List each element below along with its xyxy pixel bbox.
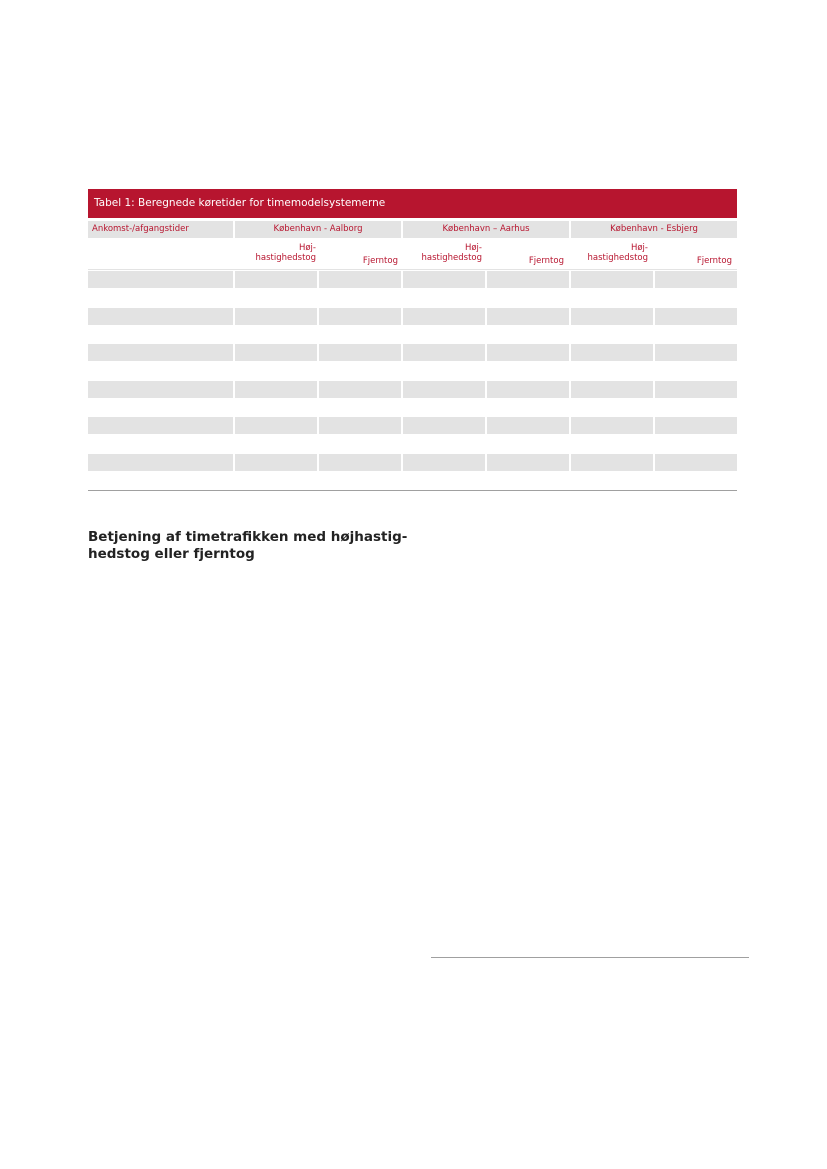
table-cell <box>319 271 401 288</box>
table-cell <box>655 308 737 325</box>
table-cell <box>487 271 569 288</box>
table-cell <box>487 417 569 434</box>
header-route-aalborg: København - Aalborg <box>235 221 401 238</box>
table-cell <box>88 308 233 325</box>
table-cell <box>88 454 233 471</box>
header-route-aarhus: København – Aarhus <box>403 221 569 238</box>
table-cell <box>487 381 569 398</box>
table-cell <box>655 417 737 434</box>
table-cell <box>571 344 653 361</box>
table-cell <box>319 308 401 325</box>
table-cell <box>235 308 317 325</box>
subheader-rule <box>88 269 737 270</box>
table-cell <box>655 454 737 471</box>
table-title: Tabel 1: Beregnede køretider for timemodelsystemerne <box>94 197 386 209</box>
table-header-row <box>88 221 737 238</box>
table-row <box>88 417 737 434</box>
table-cell <box>235 381 317 398</box>
table-row <box>88 271 737 288</box>
table-cell <box>88 417 233 434</box>
header-arrival-departure: Ankomst-/afgangstider <box>88 221 233 238</box>
subheader-aarhus-fjerntog <box>484 256 564 266</box>
table-cell <box>235 417 317 434</box>
subheader-label: Fjerntog <box>696 256 732 266</box>
table-row <box>88 308 737 325</box>
footnote-rule <box>431 957 749 958</box>
table-cell <box>235 271 317 288</box>
subheader-label: Høj- hastighedstog <box>421 243 482 263</box>
table-cell <box>655 344 737 361</box>
table-bottom-rule <box>88 490 737 491</box>
table-cell <box>571 454 653 471</box>
subheader-esbjerg-fjerntog <box>650 256 732 266</box>
table-cell <box>571 417 653 434</box>
subheader-label: Fjerntog <box>528 256 564 266</box>
table-cell <box>487 454 569 471</box>
table-cell <box>88 381 233 398</box>
table-cell <box>403 344 485 361</box>
table-cell <box>403 381 485 398</box>
table-cell <box>403 417 485 434</box>
subheader-esbjerg-hst <box>568 243 648 263</box>
table-row <box>88 344 737 361</box>
table-cell <box>319 454 401 471</box>
table-row <box>88 454 737 471</box>
table-cell <box>235 344 317 361</box>
table-cell <box>319 381 401 398</box>
table-row <box>88 381 737 398</box>
table-cell <box>655 271 737 288</box>
table-cell <box>319 417 401 434</box>
header-route-esbjerg: København - Esbjerg <box>571 221 737 238</box>
table-cell <box>88 344 233 361</box>
subheader-aarhus-hst <box>402 243 482 263</box>
table-cell <box>403 454 485 471</box>
subheader-aalborg-fjerntog <box>318 256 398 266</box>
subheader-label: Høj- hastighedstog <box>255 243 316 263</box>
table-cell <box>655 381 737 398</box>
table-title-bar <box>88 189 737 218</box>
table-cell <box>403 271 485 288</box>
table-cell <box>403 308 485 325</box>
section-heading: Betjening af timetrafikken med højhastig- hedstog eller fjerntog <box>88 529 408 562</box>
subheader-label: Høj- hastighedstog <box>587 243 648 263</box>
table-cell <box>571 308 653 325</box>
table-cell <box>571 271 653 288</box>
subheader-label: Fjerntog <box>362 256 398 266</box>
table-cell <box>487 308 569 325</box>
table-cell <box>235 454 317 471</box>
subheader-aalborg-hst <box>236 243 316 263</box>
table-cell <box>319 344 401 361</box>
table-cell <box>571 381 653 398</box>
table-cell <box>487 344 569 361</box>
table-cell <box>88 271 233 288</box>
